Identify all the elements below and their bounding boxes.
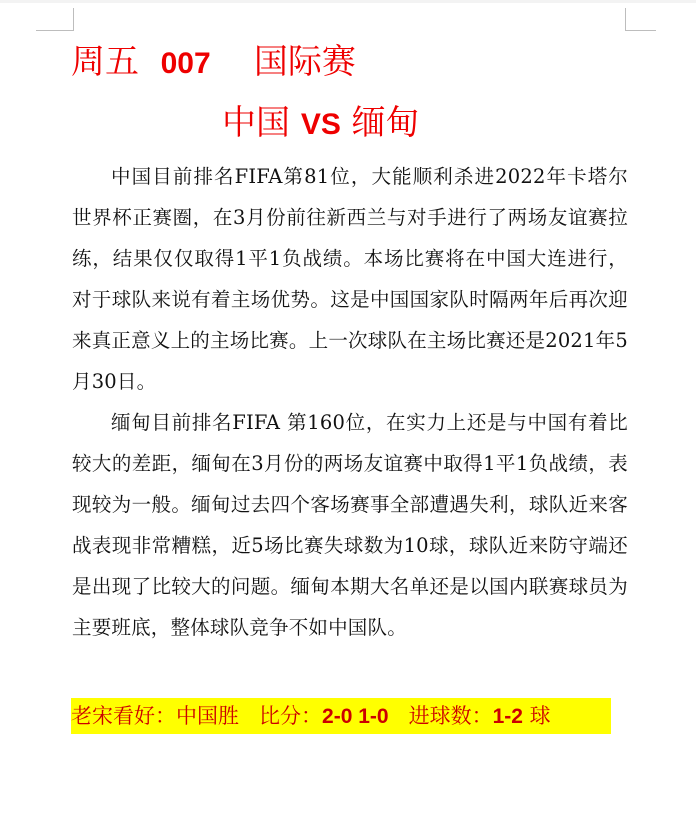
top-right-crop-mark [625, 8, 656, 31]
away-team: 缅甸 [351, 103, 420, 143]
page-top-edge [0, 0, 696, 3]
matchup-title [222, 101, 420, 145]
prediction-pick: 中国胜 [176, 704, 239, 728]
versus-label: VS [300, 108, 341, 141]
article-body [72, 156, 628, 648]
home-team: 中国 [222, 103, 290, 143]
goals-value: 1-2 [492, 705, 523, 728]
match-day: 周五 [71, 42, 139, 82]
paragraph-myanmar: 缅甸目前排名FIFA 第160位，在实力上还是与中国有着比较大的差距，缅甸在3月份的两场友谊赛中取得1平1负战绩，表现较为一般。缅甸过去四个客场赛事全部遭遇失利，球队近来客战表现非常糟糕，近5场比赛失球数为10球，球队近来防守端还是出现了比较大的问题。缅甸本期大名单还是以国内联赛球员为主要班底，整体球队竞争不如中国队。 [72, 411, 628, 639]
paragraph-china: 中国目前排名FIFA第81位，大能顺利杀进2022年卡塔尔世界杯正赛圈，在3月份前往新西兰与对手进行了两场友谊赛拉练，结果仅仅取得1平1负战绩。本场比赛将在中国大连进行，对于球队来说有着主场优势。这是中国国家队时隔两年后再次迎来真正意义上的主场比赛。上一次球队在主场比赛还是2021年5月30日。 [72, 165, 628, 393]
prediction-highlight [71, 698, 611, 734]
match-header [71, 40, 356, 84]
score-label: 比分： [259, 704, 323, 728]
competition-name: 国际赛 [253, 42, 356, 82]
prediction-label: 老宋看好： [71, 704, 176, 728]
goals-label: 进球数： [408, 704, 493, 728]
top-left-crop-mark [36, 8, 74, 31]
score-values: 2-0 1-0 [322, 705, 389, 728]
match-number: 007 [160, 47, 211, 80]
goals-unit: 球 [529, 704, 551, 728]
